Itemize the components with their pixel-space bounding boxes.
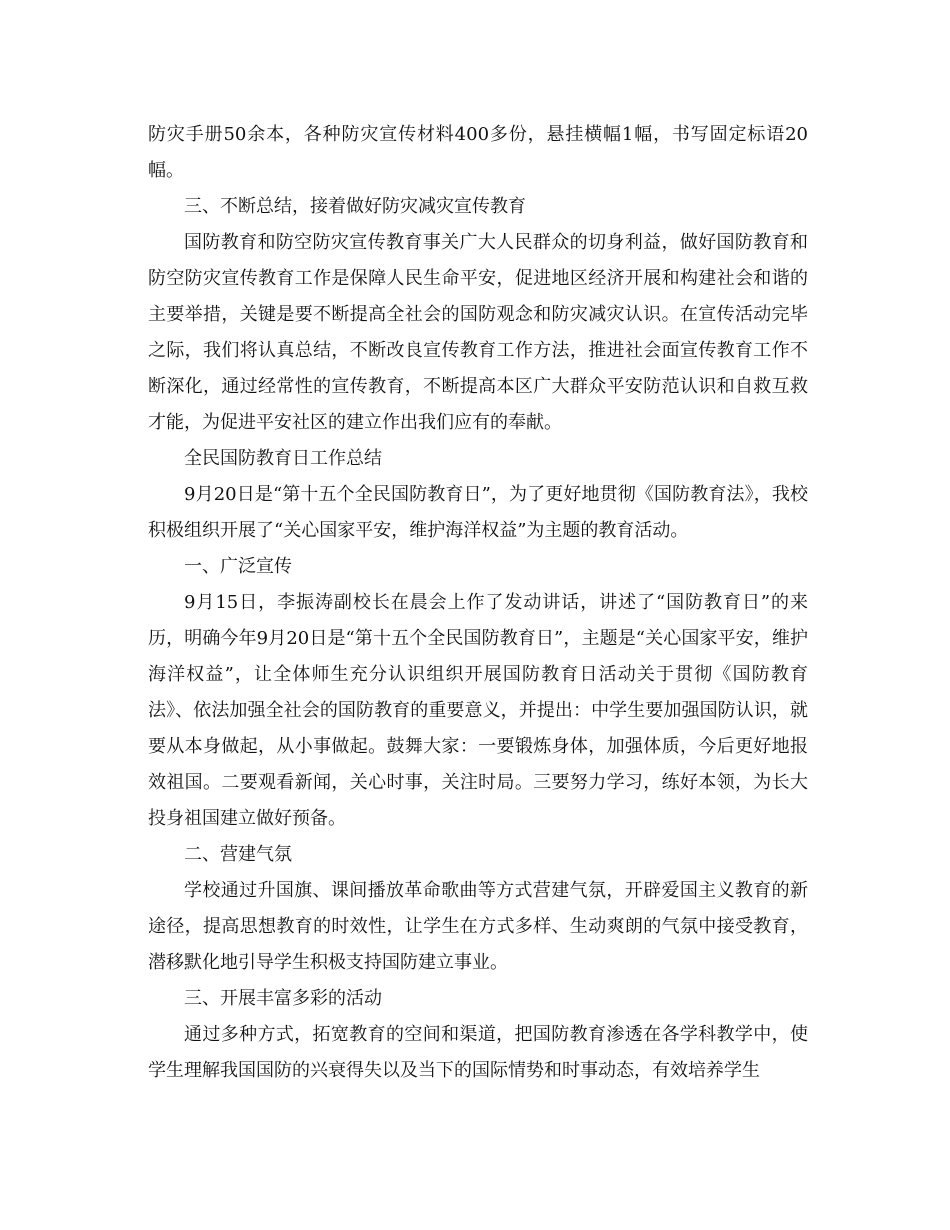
paragraph: 通过多种方式，拓宽教育的空间和渠道，把国防教育渗透在各学科教学中，使学生理解我国国防的兴衰得失以及当下的国际情势和时事动态，有效培养学生 xyxy=(148,1024,808,1081)
paragraph: 学校通过升国旗、课间播放革命歌曲等方式营建气氛，开辟爱国主义教育的新途径，提高思想教育的时效性，让学生在方式多样、生动爽朗的气氛中接受教育，潜移默化地引导学生积极支持国防建立事业。 xyxy=(148,880,808,973)
section-heading: 三、不断总结，接着做好防灾减灾宣传教育 xyxy=(184,196,526,217)
paragraph-continuation: 防灾手册50余本，各种防灾宣传材料400多份，悬挂横幅1幅，书写固定标语20幅。 xyxy=(148,124,808,181)
document-body xyxy=(148,117,808,1089)
section-heading: 三、开展丰富多彩的活动 xyxy=(184,988,382,1009)
paragraph: 9月20日是“第十五个全民国防教育日”，为了更好地贯彻《国防教育法》，我校积极组织开展了“关心国家平安，维护海洋权益”为主题的教育活动。 xyxy=(148,484,808,541)
section-heading: 一、广泛宣传 xyxy=(184,556,292,577)
section-heading: 二、营建气氛 xyxy=(184,844,292,865)
paragraph: 9月15日，李振涛副校长在晨会上作了发动讲话，讲述了“国防教育日”的来历，明确今年9月20日是“第十五个全民国防教育日”，主题是“关心国家平安，维护海洋权益”，让全体师生充分认识组织开展国防教育日活动关于贯彻《国防教育法》、依法加强全社会的国防教育的重要意义，并提出：中学生要加强国防认识，就要从本身做起，从小事做起。鼓舞大家：一要锻炼身体，加强体质，今后更好地报效祖国。二要观看新闻，关心时事，关注时局。三要努力学习，练好本领，为长大投身祖国建立做好预备。 xyxy=(148,592,808,829)
paragraph: 国防教育和防空防灾宣传教育事关广大人民群众的切身利益，做好国防教育和防空防灾宣传教育工作是保障人民生命平安，促进地区经济开展和构建社会和谐的主要举措，关键是要不断提高全社会的国防观念和防灾减灾认识。在宣传活动完毕之际，我们将认真总结，不断改良宣传教育工作方法，推进社会面宣传教育工作不断深化，通过经常性的宣传教育，不断提高本区广大群众平安防范认识和自救互救才能，为促进平安社区的建立作出我们应有的奉献。 xyxy=(148,232,808,433)
document-title: 全民国防教育日工作总结 xyxy=(184,448,382,469)
